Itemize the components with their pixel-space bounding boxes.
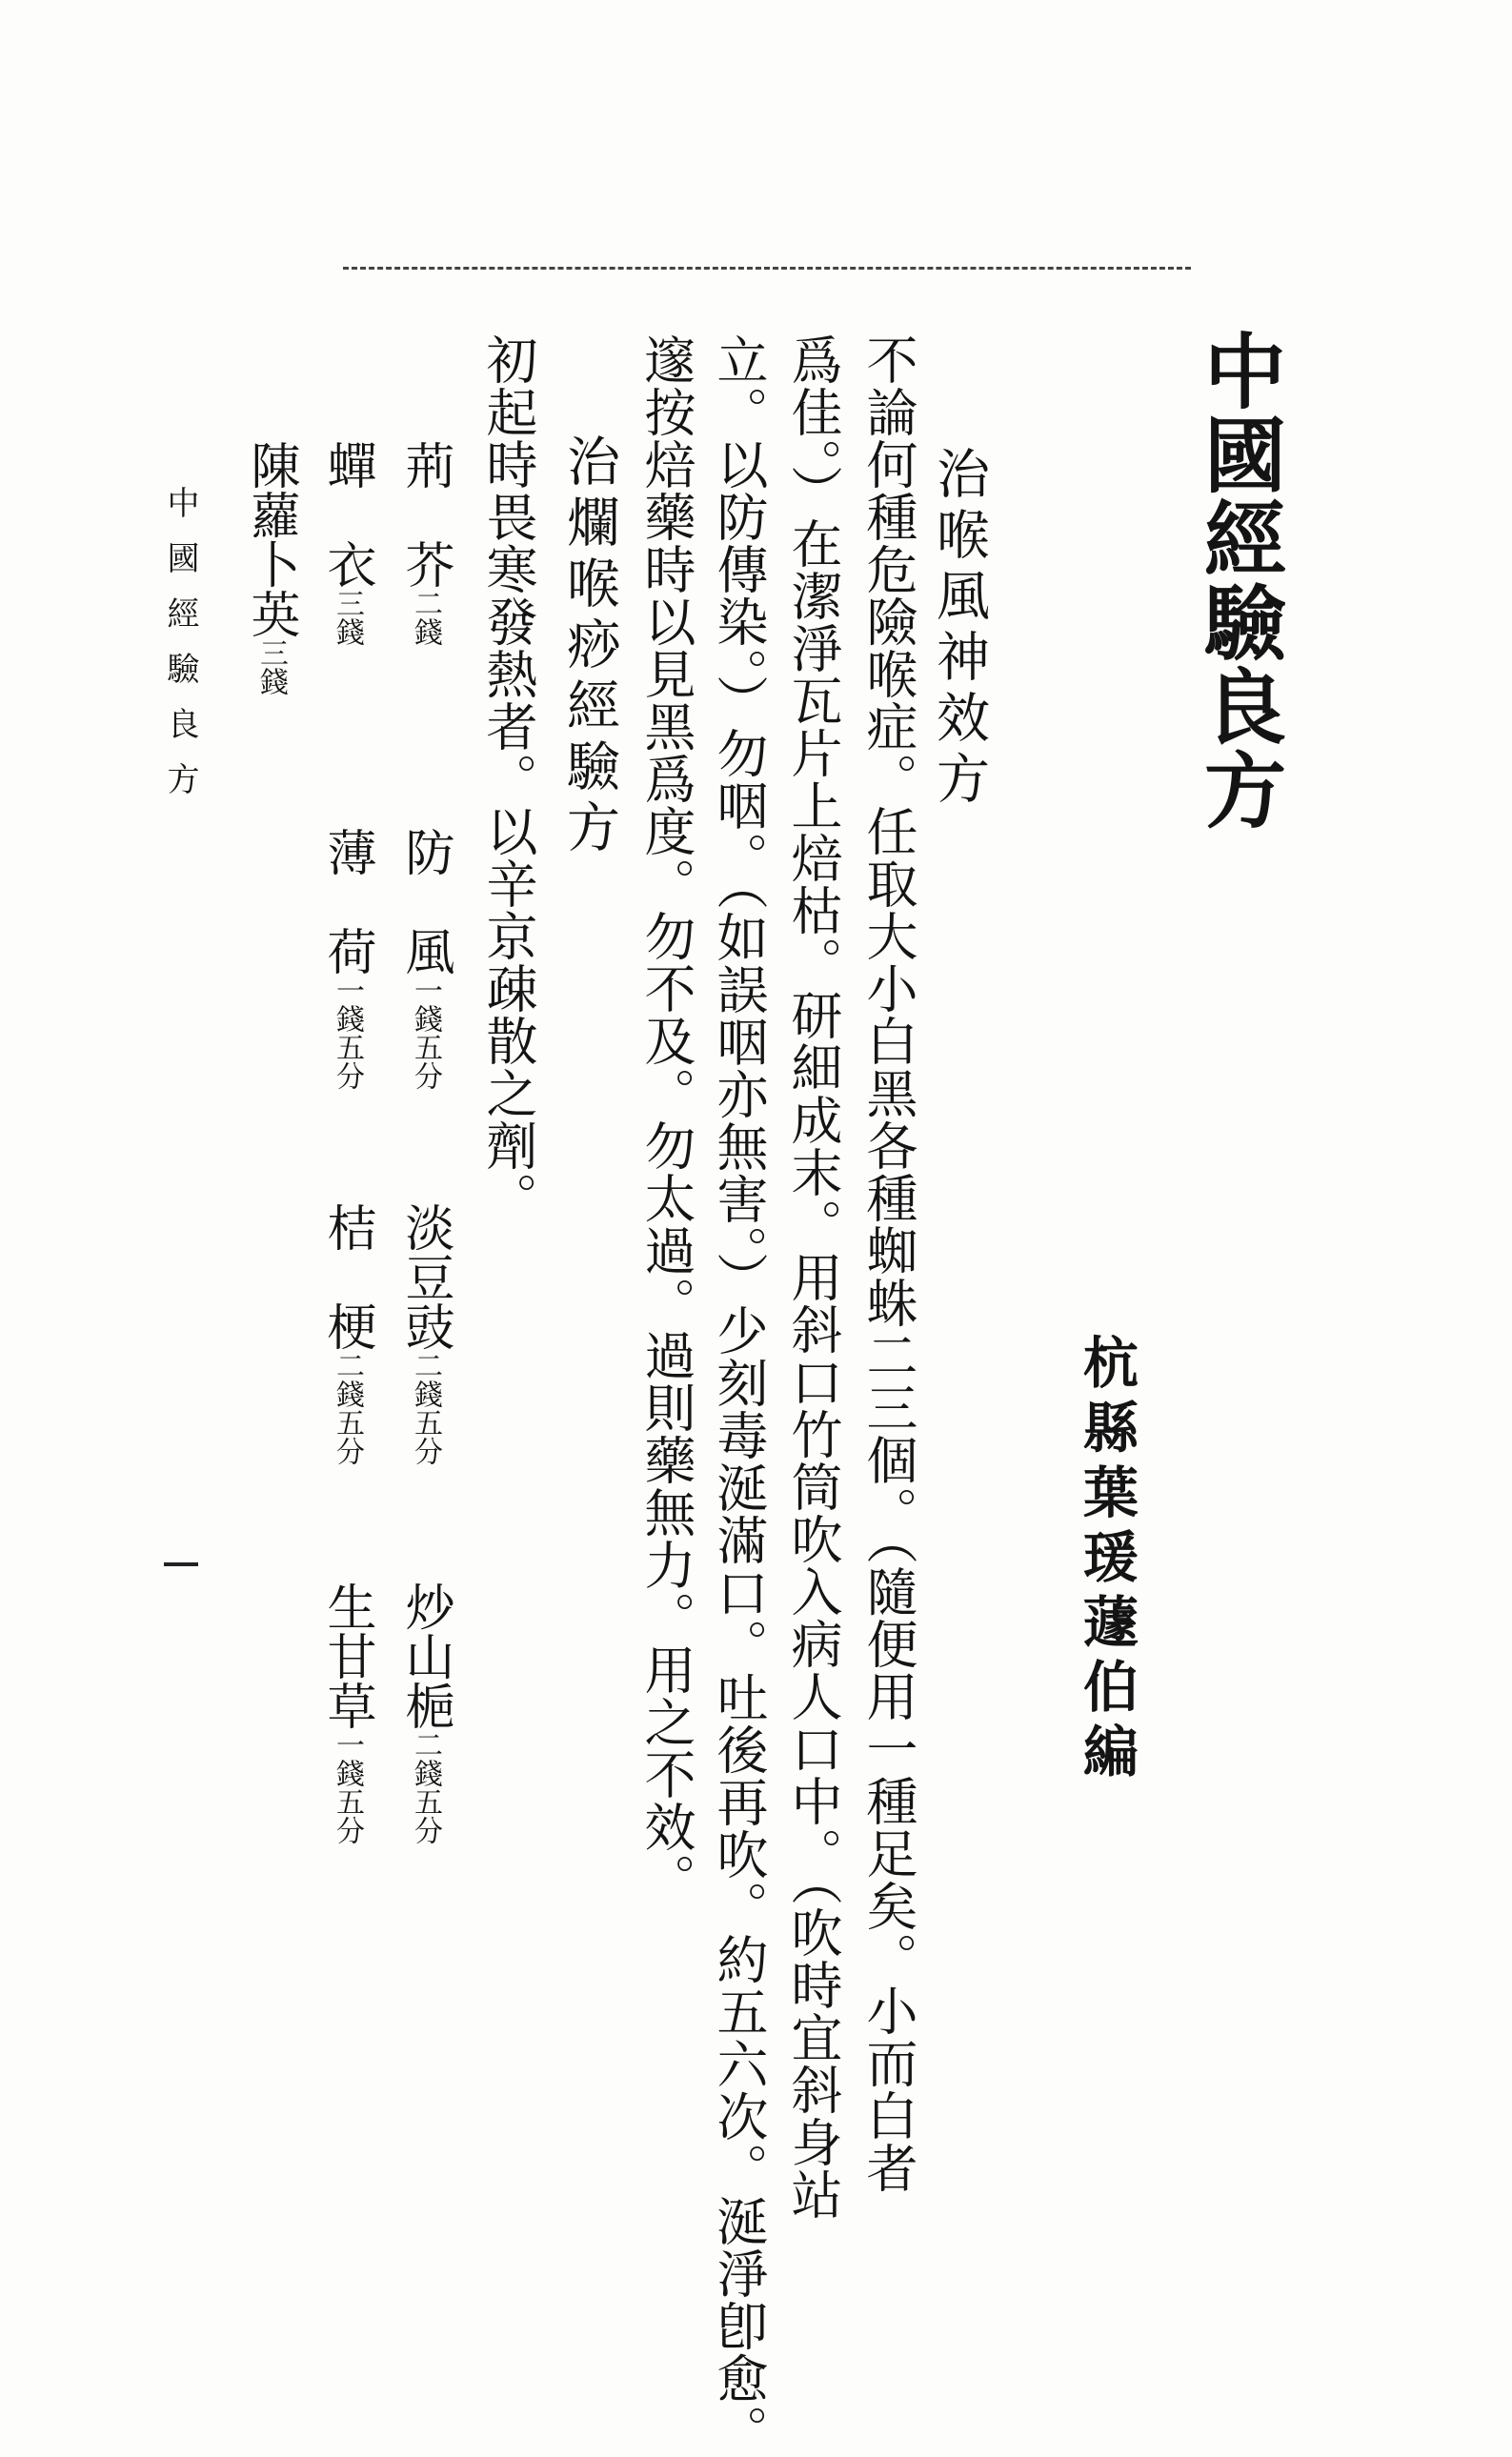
herb-name: 陳蘿卜英 bbox=[242, 440, 299, 638]
herb-dose: 一錢五分 bbox=[409, 976, 442, 1090]
top-dashed-rule bbox=[343, 267, 1191, 270]
herb-dose: 三錢 bbox=[331, 589, 364, 646]
herb-item bbox=[396, 440, 454, 646]
herb-name: 薄 荷 bbox=[318, 827, 375, 976]
herb-dose: 二錢五分 bbox=[409, 1351, 442, 1465]
herb-dose: 三錢 bbox=[254, 638, 288, 695]
section-body-note: 邃按焙藥時以見黑爲度。勿不及。勿太過。過則藥無力。用之不效。 bbox=[636, 333, 696, 1905]
herb-name: 荊 芥 bbox=[396, 440, 454, 589]
herb-item bbox=[396, 827, 454, 1090]
section-body-line: 立。以防傳染。）勿咽。（如誤咽亦無害。）少刻毒涎滿口。吐後再吹。約五六次。涎淨卽愈。 bbox=[709, 333, 769, 2457]
herb-item bbox=[396, 1581, 454, 1844]
herb-item bbox=[318, 1581, 375, 1844]
herb-item bbox=[318, 1202, 375, 1465]
section-body-line: 不論何種危險喉症。任取大小白黑各種蜘蛛二三個。（隨便用一種足矣。小而白者 bbox=[858, 333, 918, 2194]
herb-name: 桔 梗 bbox=[318, 1202, 375, 1351]
herb-name: 蟬 衣 bbox=[318, 440, 375, 589]
herb-item bbox=[318, 440, 375, 646]
herb-item bbox=[242, 440, 299, 695]
herb-dose: 二錢五分 bbox=[409, 1730, 442, 1844]
herb-dose: 一錢五分 bbox=[331, 976, 364, 1090]
herb-item bbox=[396, 1202, 454, 1465]
section-body-line: 爲佳。）在潔淨瓦片上焙枯。研細成末。用斜口竹筒吹入病人口中。（吹時宜斜身站 bbox=[783, 333, 843, 2221]
author-line: 杭縣葉瑗蘧伯編 bbox=[1074, 1334, 1139, 1787]
herb-name: 防 風 bbox=[396, 827, 454, 976]
section-intro-line: 初起時畏寒發熱者。以辛京疎散之劑。 bbox=[478, 333, 538, 1224]
herb-name: 生甘草 bbox=[318, 1581, 375, 1730]
book-title: 中國經驗良方 bbox=[1190, 329, 1286, 832]
page-number bbox=[164, 1562, 198, 1566]
herb-name: 淡豆豉 bbox=[396, 1202, 454, 1351]
herb-dose: 二錢五分 bbox=[331, 1351, 364, 1465]
section-heading-scarlet-fever: 治爛喉痧經驗方 bbox=[558, 433, 620, 860]
running-title: 中國經驗良方 bbox=[161, 486, 199, 817]
herb-dose: 一錢五分 bbox=[331, 1730, 364, 1844]
section-heading-throat-wind: 治喉風神效方 bbox=[928, 446, 990, 812]
herb-dose: 二錢 bbox=[409, 589, 442, 646]
herb-name: 炒山梔 bbox=[396, 1581, 454, 1730]
herb-item bbox=[318, 827, 375, 1090]
